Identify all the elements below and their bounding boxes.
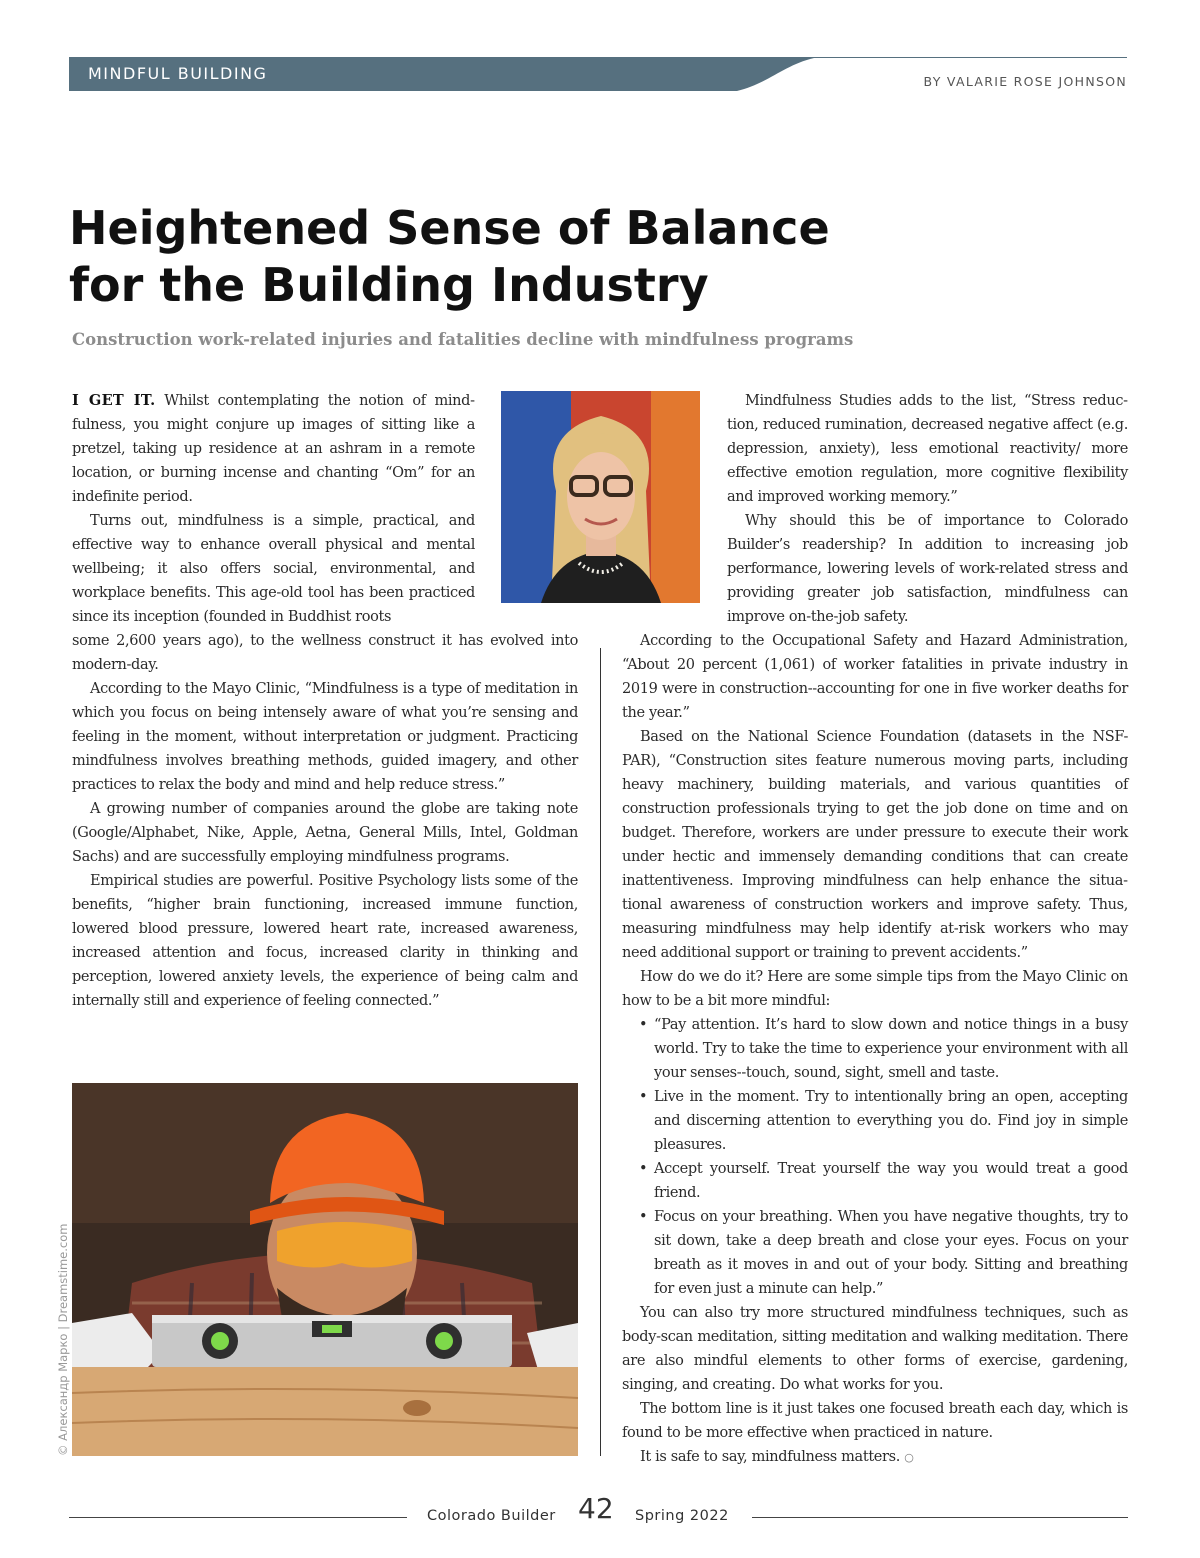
footer-rule-right — [752, 1517, 1128, 1518]
paragraph: According to the Mayo Clinic, “Mindfulness is a type of meditation in which you focus on being intensely aware of what you’re sensing and feeling in the moment, without interpretation or judgment. Practicing mindfulness involves breathing methods, guided imagery, and other practices to relax the body and mind and help reduce stress.” — [72, 681, 578, 793]
list-item: • Live in the moment. Try to intentionally bring an open, accepting and discerning attention to everything you do. Find joy in simple pleasures. — [622, 1085, 1128, 1157]
footer-rule-left — [69, 1517, 407, 1518]
page-number: 42 — [578, 1492, 614, 1525]
list-item: • Accept yourself. Treat yourself the way you would treat a good friend. — [622, 1157, 1128, 1205]
paragraph: A growing number of companies around the globe are taking note (Google/Alphabet, Nike, Apple, Aetna, General Mills, Intel, Goldman Sachs) and are successfully employing mindfulness programs. — [72, 801, 578, 865]
paragraph: The bottom line is it just takes one focused breath each day, which is found to be more effective when practiced in nature. — [622, 1401, 1128, 1441]
paragraph: You can also try more structured mindfulness techniques, such as body-scan meditation, sitting meditation and walking meditation. There are also mindful elements to other forms of exercise, gardening, singing, and creating. Do what works for you. — [622, 1305, 1128, 1393]
author-portrait — [501, 391, 700, 603]
paragraph: According to the Occupational Safety and Hazard Administration, “About 20 percent (1,061) of worker fatalities in private industry in 2019 were in construction--accounting for one in five worker deaths for the year.” — [622, 633, 1128, 721]
lead-in: I GET IT. — [72, 392, 156, 409]
end-mark-icon: ○ — [904, 1451, 914, 1464]
column-1-body — [72, 629, 578, 1013]
paragraph-text: It is safe to say, mindfulness matters. — [640, 1449, 900, 1465]
column-2-body — [622, 629, 1128, 1470]
photo-credit: © Александр Марко | Dreamstime.com — [56, 1223, 70, 1456]
paragraph-text: Whilst contemplating the notion of mindfulness, you might conjure up images of sitting like a pretzel, taking up residence at an ashram in a remote location, or burning incense and chanting “Om” for an indefinite period. — [72, 393, 475, 505]
paragraph — [622, 1445, 1128, 1470]
construction-worker-photo — [72, 1083, 578, 1456]
footer-issue: Spring 2022 — [635, 1508, 729, 1524]
paragraph: How do we do it? Here are some simple tips from the Mayo Clinic on how to be a bit more mindful: — [622, 969, 1128, 1009]
column-2-top — [727, 389, 1128, 629]
list-item: • Focus on your breathing. When you have negative thoughts, try to sit down, take a deep breath and close your eyes. Focus on your breath as it moves in and out of your body. Sitting and breathing for even just a minute can help.” — [622, 1205, 1128, 1301]
paragraph: Based on the National Science Foundation (datasets in the NSF-PAR), “Construction sites feature numerous moving parts, including heavy machinery, building materials, and various quantities of construction professionals trying to get the job done on time and on budget. Therefore, workers are under pressure to execute their work under hectic and immensely demanding conditions that can create inattentiveness. Improving mindfulness can help enhance the situational awareness of construction workers and improve safety. Thus, measuring mindfulness may help identify at-risk workers who may need additional support or training to prevent accidents.” — [622, 729, 1128, 961]
title-line-1: Heightened Sense of Balance — [69, 201, 830, 255]
section-label: MINDFUL BUILDING — [88, 64, 268, 83]
paragraph: Why should this be of importance to Colorado Builder’s readership? In addition to increasing job performance, lowering levels of work-related stress and providing greater job satisfaction, mindfulness can improve on-the-job safety. — [727, 513, 1128, 625]
paragraph: some 2,600 years ago), to the wellness construct it has evolved into modern-day. — [72, 633, 578, 673]
column-1-top — [72, 389, 475, 629]
article-title — [69, 200, 830, 314]
byline: BY VALARIE ROSE JOHNSON — [923, 74, 1127, 89]
title-line-2: for the Building Industry — [69, 258, 709, 312]
article-subtitle: Construction work-related injuries and fatalities decline with mindfulness programs — [72, 330, 854, 349]
paragraph: Turns out, mindfulness is a simple, practical, and effective way to enhance overall physical and mental wellbeing; it also offers social, environmental, and workplace benefits. This age-old tool has been practiced since its inception (founded in Buddhist roots — [72, 513, 475, 625]
list-item: • “Pay attention. It’s hard to slow down and notice things in a busy world. Try to take the time to experience your environment with all your senses--touch, sound, sight, smell and taste. — [622, 1013, 1128, 1085]
paragraph: Mindfulness Studies adds to the list, “Stress reduction, reduced rumination, decreased negative affect (e.g. depression, anxiety), less emotional reactivity/ more effective emotion regulation, more cognitive flexibility and improved working memory.” — [727, 393, 1128, 505]
paragraph: Empirical studies are powerful. Positive Psychology lists some of the benefits, “higher brain functioning, increased immune function, lowered blood pressure, lowered heart rate, increased awareness, increased attention and focus, increased clarity in thinking and perception, lowered anxiety levels, the experience of being calm and internally still and experience of feeling connected.” — [72, 873, 578, 1009]
column-divider — [600, 648, 601, 1456]
worker-image — [72, 1083, 578, 1456]
footer-magazine-name: Colorado Builder — [427, 1508, 556, 1524]
paragraph — [72, 389, 475, 509]
tips-list — [622, 1013, 1128, 1301]
author-photo — [501, 391, 700, 603]
